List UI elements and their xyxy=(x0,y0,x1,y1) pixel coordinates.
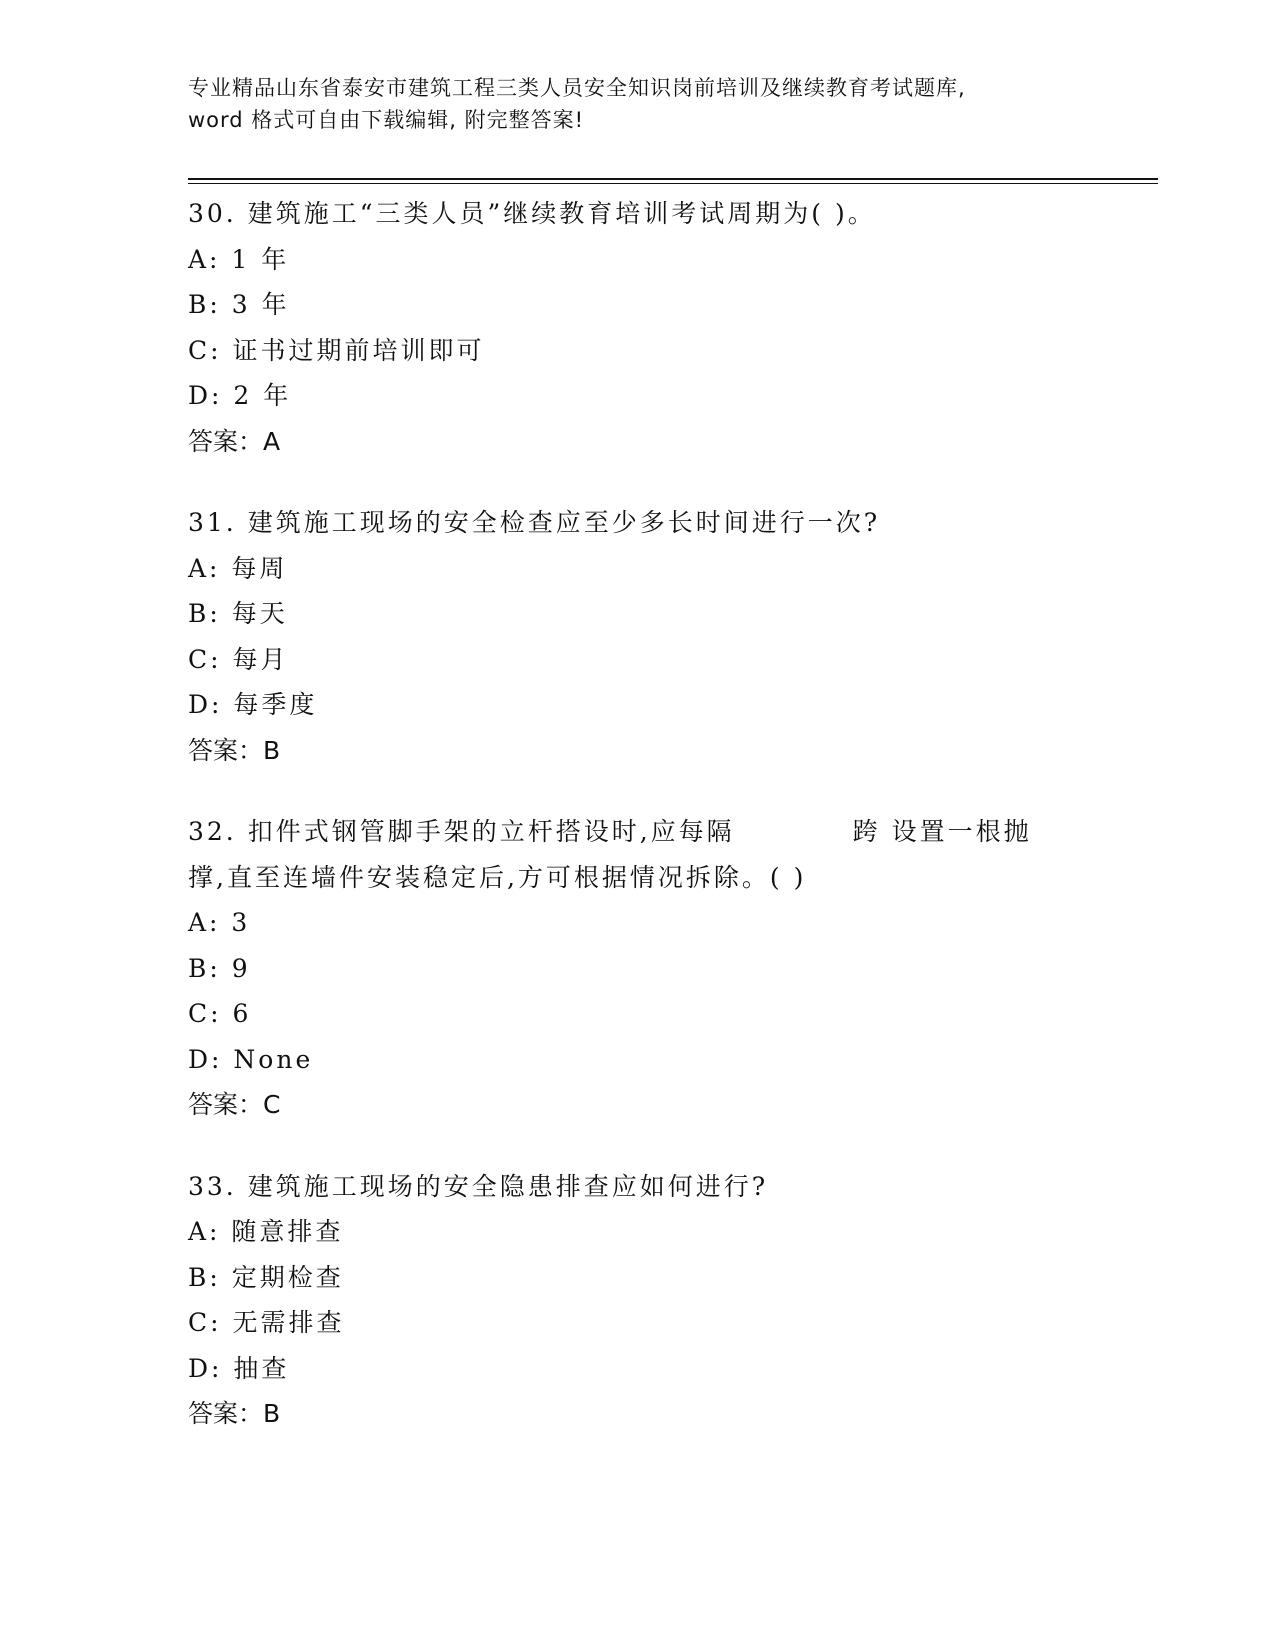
option-d: D: None xyxy=(188,1044,314,1074)
option-b: B: 每天 xyxy=(188,599,288,628)
header-divider-thick xyxy=(188,178,1158,180)
option-d: D: 每季度 xyxy=(188,690,318,719)
header-divider-thin xyxy=(188,183,1158,184)
option-b: B: 9 xyxy=(188,953,251,983)
option-a: A: 每周 xyxy=(188,553,288,583)
option-d: D: 抽查 xyxy=(188,1353,290,1383)
option-a: A: 3 xyxy=(188,908,251,937)
option-a: A: 1 年 xyxy=(188,244,290,274)
question-stem-continued: 撑,直至连墙件安装稳定后,方可根据情况拆除。( ) xyxy=(188,862,807,892)
answer-line: 答案：B xyxy=(188,1399,281,1428)
option-d: D: 2 年 xyxy=(188,381,292,410)
answer-line: 答案：C xyxy=(188,1090,281,1119)
option-b: B: 定期检查 xyxy=(188,1262,344,1292)
option-c: C: 每月 xyxy=(188,644,289,674)
header-line-2: word 格式可自由下载编辑, 附完整答案! xyxy=(188,108,585,132)
option-c: C: 6 xyxy=(188,999,252,1028)
question-stem: 33. 建筑施工现场的安全隐患排查应如何进行? xyxy=(188,1171,769,1201)
question-33 xyxy=(188,1164,1148,1437)
answer-line: 答案：A xyxy=(188,426,281,456)
answer-line: 答案：B xyxy=(188,735,281,765)
question-stem: 30. 建筑施工“三类人员”继续教育培训考试周期为( )。 xyxy=(188,199,876,228)
question-30 xyxy=(188,191,1148,464)
question-stem: 31. 建筑施工现场的安全检查应至少多长时间进行一次? xyxy=(188,508,881,537)
option-c: C: 证书过期前培训即可 xyxy=(188,335,485,365)
header-line-1: 专业精品山东省泰安市建筑工程三类人员安全知识岗前培训及继续教育考试题库, xyxy=(188,76,966,100)
question-stem-part-1: 32. 扣件式钢管脚手架的立杆搭设时,应每隔 xyxy=(188,817,735,846)
option-c: C: 无需排查 xyxy=(188,1308,345,1337)
question-list xyxy=(188,191,1148,1473)
option-b: B: 3 年 xyxy=(188,290,290,319)
document-header xyxy=(188,72,1088,136)
option-a: A: 随意排查 xyxy=(188,1217,344,1246)
question-31 xyxy=(188,500,1148,773)
question-stem xyxy=(188,809,1148,855)
question-stem-part-2: 跨 设置一根抛 xyxy=(852,817,1032,846)
question-32 xyxy=(188,809,1148,1128)
